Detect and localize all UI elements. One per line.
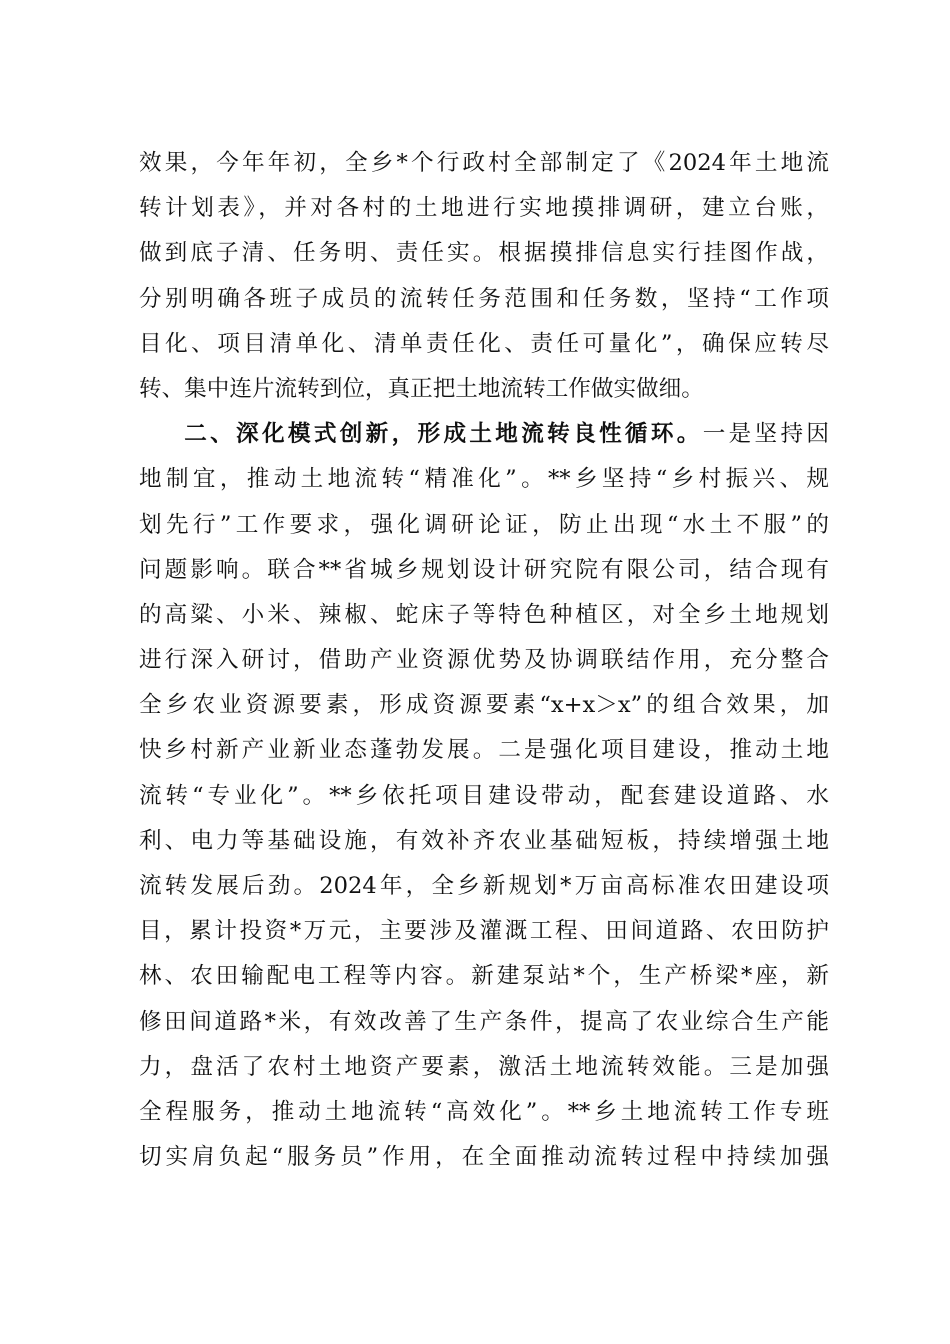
section-heading-line xyxy=(139,412,829,457)
paragraph-line: 地制宜，推动土地流转“精准化”。**乡坚持“乡村振兴、规 xyxy=(139,466,829,493)
paragraph-line: 进行深入研讨，借助产业资源优势及协调联结作用，充分整合 xyxy=(139,647,829,674)
paragraph-line: 利、电力等基础设施，有效补齐农业基础短板，持续增强土地 xyxy=(139,827,829,854)
paragraph-line: 转、集中连片流转到位，真正把土地流转工作做实做细。 xyxy=(139,375,704,402)
paragraph-line: 流转“专业化”。**乡依托项目建设带动，配套建设道路、水 xyxy=(139,782,829,809)
paragraph-line: 全乡农业资源要素，形成资源要素“x+x＞x”的组合效果，加 xyxy=(139,692,829,719)
paragraph-line: 修田间道路*米，有效改善了生产条件，提高了农业综合生产能 xyxy=(139,1008,829,1035)
paragraph-line: 目，累计投资*万元，主要涉及灌溉工程、田间道路、农田防护 xyxy=(139,918,829,945)
paragraph-line: 流转发展后劲。2024年，全乡新规划*万亩高标准农田建设项 xyxy=(139,873,829,899)
paragraph-line: 切实肩负起“服务员”作用，在全面推动流转过程中持续加强 xyxy=(139,1144,829,1171)
paragraph-line: 林、农田输配电工程等内容。新建泵站*个，生产桥梁*座，新 xyxy=(139,963,829,990)
paragraph-line: 力，盘活了农村土地资产要素，激活土地流转效能。三是加强 xyxy=(139,1053,829,1080)
paragraph-line: 转计划表》，并对各村的土地进行实地摸排调研，建立台账， xyxy=(139,195,829,222)
paragraph-line: 全程服务，推动土地流转“高效化”。**乡土地流转工作专班 xyxy=(139,1098,829,1125)
paragraph-line: 目化、项目清单化、清单责任化、责任可量化”，确保应转尽 xyxy=(139,330,829,357)
paragraph-line: 快乡村新产业新业态蓬勃发展。二是强化项目建设，推动土地 xyxy=(139,737,829,764)
section-heading: 二、深化模式创新，形成土地流转良性循环。 xyxy=(184,421,703,448)
paragraph-line: 划先行”工作要求，强化调研论证，防止出现“水土不服”的 xyxy=(139,511,829,538)
section-heading-rest: 一是坚持因 xyxy=(702,421,829,448)
paragraph-line: 分别明确各班子成员的流转任务范围和任务数，坚持“工作项 xyxy=(139,285,829,312)
paragraph-line: 的高粱、小米、辣椒、蛇床子等特色种植区，对全乡土地规划 xyxy=(139,601,829,628)
paragraph-line: 效果，今年年初，全乡*个行政村全部制定了《2024年土地流 xyxy=(139,150,829,176)
body-text xyxy=(139,141,829,1180)
paragraph-line: 做到底子清、任务明、责任实。根据摸排信息实行挂图作战， xyxy=(139,240,829,267)
paragraph-line: 问题影响。联合**省城乡规划设计研究院有限公司，结合现有 xyxy=(139,556,829,583)
